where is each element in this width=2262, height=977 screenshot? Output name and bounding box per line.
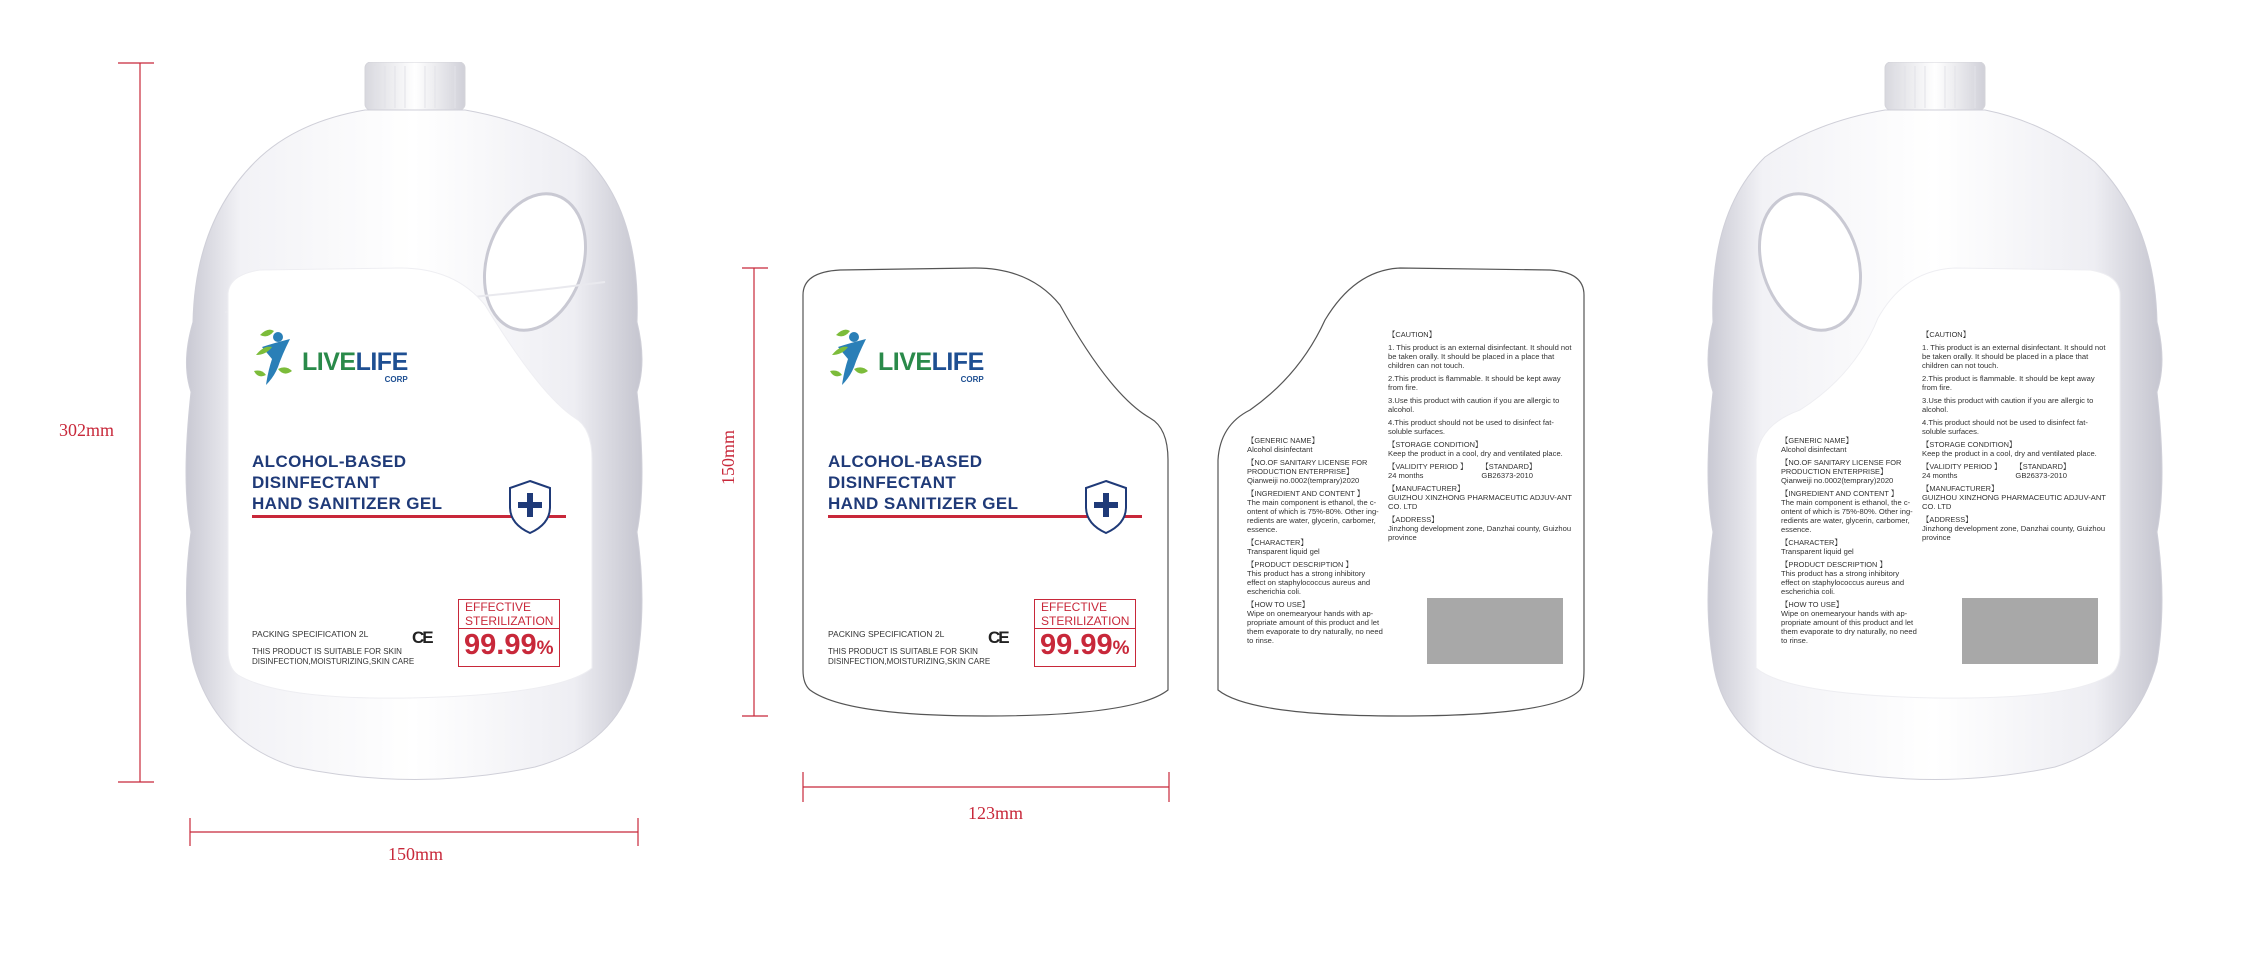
percent-value: 99.99 xyxy=(1040,629,1113,661)
leaf-figure-icon xyxy=(828,325,876,391)
howto-text: Wipe on onemearyour hands with ap-propriate amount of this product and let them evaporate to dry naturally, no need to rinse. xyxy=(1247,609,1383,645)
license-text: Qianweiji no.0002(temprary)2020 xyxy=(1781,476,1894,485)
effective-sterilization-badge xyxy=(1034,599,1136,667)
suitable-text xyxy=(252,647,414,667)
ingredient-heading: 【INGREDIENT AND CONTENT 】 xyxy=(1781,489,1899,498)
flat-back-right-column xyxy=(1388,330,1574,546)
validity-text: 24 months xyxy=(1922,471,1958,480)
percent-sign: % xyxy=(1112,638,1130,659)
effective-line-2: STERILIZATION xyxy=(1041,614,1130,628)
brand-word-life: LIFE xyxy=(355,347,408,376)
validity-heading: 【VALIDITY PERIOD 】 xyxy=(1388,462,1468,471)
address-heading: 【ADDRESS】 xyxy=(1388,515,1439,524)
ingredient-text: The main component is ethanol, the c-ontent of which is 75%-80%. Other ing-redients are water, glycerin, carbomer, essence. xyxy=(1781,498,1913,534)
caution-2: 2.This product is flammable. It should be kept away from fire. xyxy=(1922,374,2095,392)
caution-2: 2.This product is flammable. It should be kept away from fire. xyxy=(1388,374,1561,392)
character-text: Transparent liquid gel xyxy=(1781,547,1854,556)
validity-heading: 【VALIDITY PERIOD 】 xyxy=(1922,462,2002,471)
flat-front-label xyxy=(828,325,1168,705)
brand-word-live: LIVE xyxy=(878,347,932,376)
manufacturer-text: GUIZHOU XINZHONG PHARMACEUTIC ADJUV-ANT CO. LTD xyxy=(1922,493,2106,511)
title-line-1: ALCOHOL-BASED xyxy=(252,452,407,471)
license-heading: 【NO.OF SANITARY LICENSE FOR PRODUCTION ENTERPRISE】 xyxy=(1781,458,1902,476)
caution-3: 3.Use this product with caution if you are allergic to alcohol. xyxy=(1922,396,2094,414)
product-title xyxy=(828,451,1018,514)
address-text: Jinzhong development zone, Danzhai county, Guizhou province xyxy=(1922,524,2106,542)
license-heading: 【NO.OF SANITARY LICENSE FOR PRODUCTION ENTERPRISE】 xyxy=(1247,458,1368,476)
title-line-3: HAND SANITIZER GEL xyxy=(252,494,443,513)
generic-text: Alcohol disinfectant xyxy=(1781,445,1847,454)
suitable-line-1: THIS PRODUCT IS SUITABLE FOR SKIN xyxy=(252,647,402,656)
bottle-front-label xyxy=(252,325,612,705)
standard-heading: 【STANDARD】 xyxy=(2015,462,2071,471)
bottle-back-left-column xyxy=(1781,436,1919,649)
shield-cross-icon xyxy=(507,479,553,535)
character-heading: 【CHARACTER】 xyxy=(1781,538,1842,547)
packing-spec: PACKING SPECIFICATION 2L xyxy=(252,629,369,639)
validity-text: 24 months xyxy=(1388,471,1424,480)
description-heading: 【PRODUCT DESCRIPTION 】 xyxy=(1781,560,1887,569)
effective-line-1: EFFECTIVE xyxy=(465,600,532,614)
brand-word-live: LIVE xyxy=(302,347,356,376)
brand-corp: CORP xyxy=(960,374,984,384)
bottle-height-label: 302mm xyxy=(59,420,115,440)
brand-corp: CORP xyxy=(384,374,408,384)
shield-cross-icon xyxy=(1083,479,1129,535)
manufacturer-heading: 【MANUFACTURER】 xyxy=(1388,484,1465,493)
caution-1: 1. This product is an external disinfectant. It should not be taken orally. It should be placed in a place that children can not touch. xyxy=(1388,343,1572,370)
suitable-line-2: DISINFECTION,MOISTURIZING,SKIN CARE xyxy=(828,657,991,666)
suitable-text xyxy=(828,647,990,667)
effective-line-1: EFFECTIVE xyxy=(1041,600,1108,614)
suitable-line-1: THIS PRODUCT IS SUITABLE FOR SKIN xyxy=(828,647,978,656)
brand-word-life: LIFE xyxy=(931,347,984,376)
percent-sign: % xyxy=(536,638,554,659)
character-heading: 【CHARACTER】 xyxy=(1247,538,1308,547)
standard-text: GB26373-2010 xyxy=(2015,471,2067,480)
label-width-label: 123mm xyxy=(968,803,1024,823)
title-line-1: ALCOHOL-BASED xyxy=(828,452,983,471)
bottle-back-right-column xyxy=(1922,330,2108,546)
storage-text: Keep the product in a cool, dry and ventilated place. xyxy=(1922,449,2097,458)
brand-logo xyxy=(252,325,408,391)
title-line-2: DISINFECTANT xyxy=(252,473,381,492)
manufacturer-text: GUIZHOU XINZHONG PHARMACEUTIC ADJUV-ANT CO. LTD xyxy=(1388,493,1572,511)
caution-1: 1. This product is an external disinfectant. It should not be taken orally. It should be placed in a place that children can not touch. xyxy=(1922,343,2106,370)
brand-logo xyxy=(828,325,984,391)
generic-heading: 【GENERIC NAME】 xyxy=(1781,436,1853,445)
flat-back-left-column xyxy=(1247,436,1385,649)
caution-3: 3.Use this product with caution if you are allergic to alcohol. xyxy=(1388,396,1560,414)
effective-line-2: STERILIZATION xyxy=(465,614,554,628)
percent-value: 99.99 xyxy=(464,629,537,661)
generic-heading: 【GENERIC NAME】 xyxy=(1247,436,1319,445)
description-text: This product has a strong inhibitory effect on staphylococcus aureus and escherichia coli. xyxy=(1781,569,1905,596)
bottle-width-label: 150mm xyxy=(388,844,444,864)
storage-text: Keep the product in a cool, dry and ventilated place. xyxy=(1388,449,1563,458)
label-height-label: 150mm xyxy=(718,429,738,485)
ce-mark: CE xyxy=(988,628,1008,647)
packing-spec: PACKING SPECIFICATION 2L xyxy=(828,629,945,639)
license-text: Qianweiji no.0002(temprary)2020 xyxy=(1247,476,1360,485)
howto-heading: 【HOW TO USE】 xyxy=(1247,600,1310,609)
caution-heading: 【CAUTION】 xyxy=(1388,330,1437,339)
howto-heading: 【HOW TO USE】 xyxy=(1781,600,1844,609)
ingredient-heading: 【INGREDIENT AND CONTENT 】 xyxy=(1247,489,1365,498)
generic-text: Alcohol disinfectant xyxy=(1247,445,1313,454)
character-text: Transparent liquid gel xyxy=(1247,547,1320,556)
leaf-figure-icon xyxy=(252,325,300,391)
storage-heading: 【STORAGE CONDITION】 xyxy=(1922,440,2017,449)
ingredient-text: The main component is ethanol, the c-ontent of which is 75%-80%. Other ing-redients are water, glycerin, carbomer, essence. xyxy=(1247,498,1379,534)
description-text: This product has a strong inhibitory effect on staphylococcus aureus and escherichia coli. xyxy=(1247,569,1371,596)
suitable-line-2: DISINFECTION,MOISTURIZING,SKIN CARE xyxy=(252,657,415,666)
title-line-3: HAND SANITIZER GEL xyxy=(828,494,1019,513)
standard-heading: 【STANDARD】 xyxy=(1481,462,1537,471)
description-heading: 【PRODUCT DESCRIPTION 】 xyxy=(1247,560,1353,569)
storage-heading: 【STORAGE CONDITION】 xyxy=(1388,440,1483,449)
ce-mark: CE xyxy=(412,628,432,647)
product-title xyxy=(252,451,442,514)
howto-text: Wipe on onemearyour hands with ap-propriate amount of this product and let them evaporate to dry naturally, no need to rinse. xyxy=(1781,609,1917,645)
effective-sterilization-badge xyxy=(458,599,560,667)
caution-4: 4.This product should not be used to disinfect fat-soluble surfaces. xyxy=(1388,418,1554,436)
title-line-2: DISINFECTANT xyxy=(828,473,957,492)
caution-heading: 【CAUTION】 xyxy=(1922,330,1971,339)
manufacturer-heading: 【MANUFACTURER】 xyxy=(1922,484,1999,493)
address-heading: 【ADDRESS】 xyxy=(1922,515,1973,524)
caution-4: 4.This product should not be used to disinfect fat-soluble surfaces. xyxy=(1922,418,2088,436)
barcode-placeholder xyxy=(1962,598,2098,664)
barcode-placeholder xyxy=(1427,598,1563,664)
address-text: Jinzhong development zone, Danzhai county, Guizhou province xyxy=(1388,524,1572,542)
standard-text: GB26373-2010 xyxy=(1481,471,1533,480)
